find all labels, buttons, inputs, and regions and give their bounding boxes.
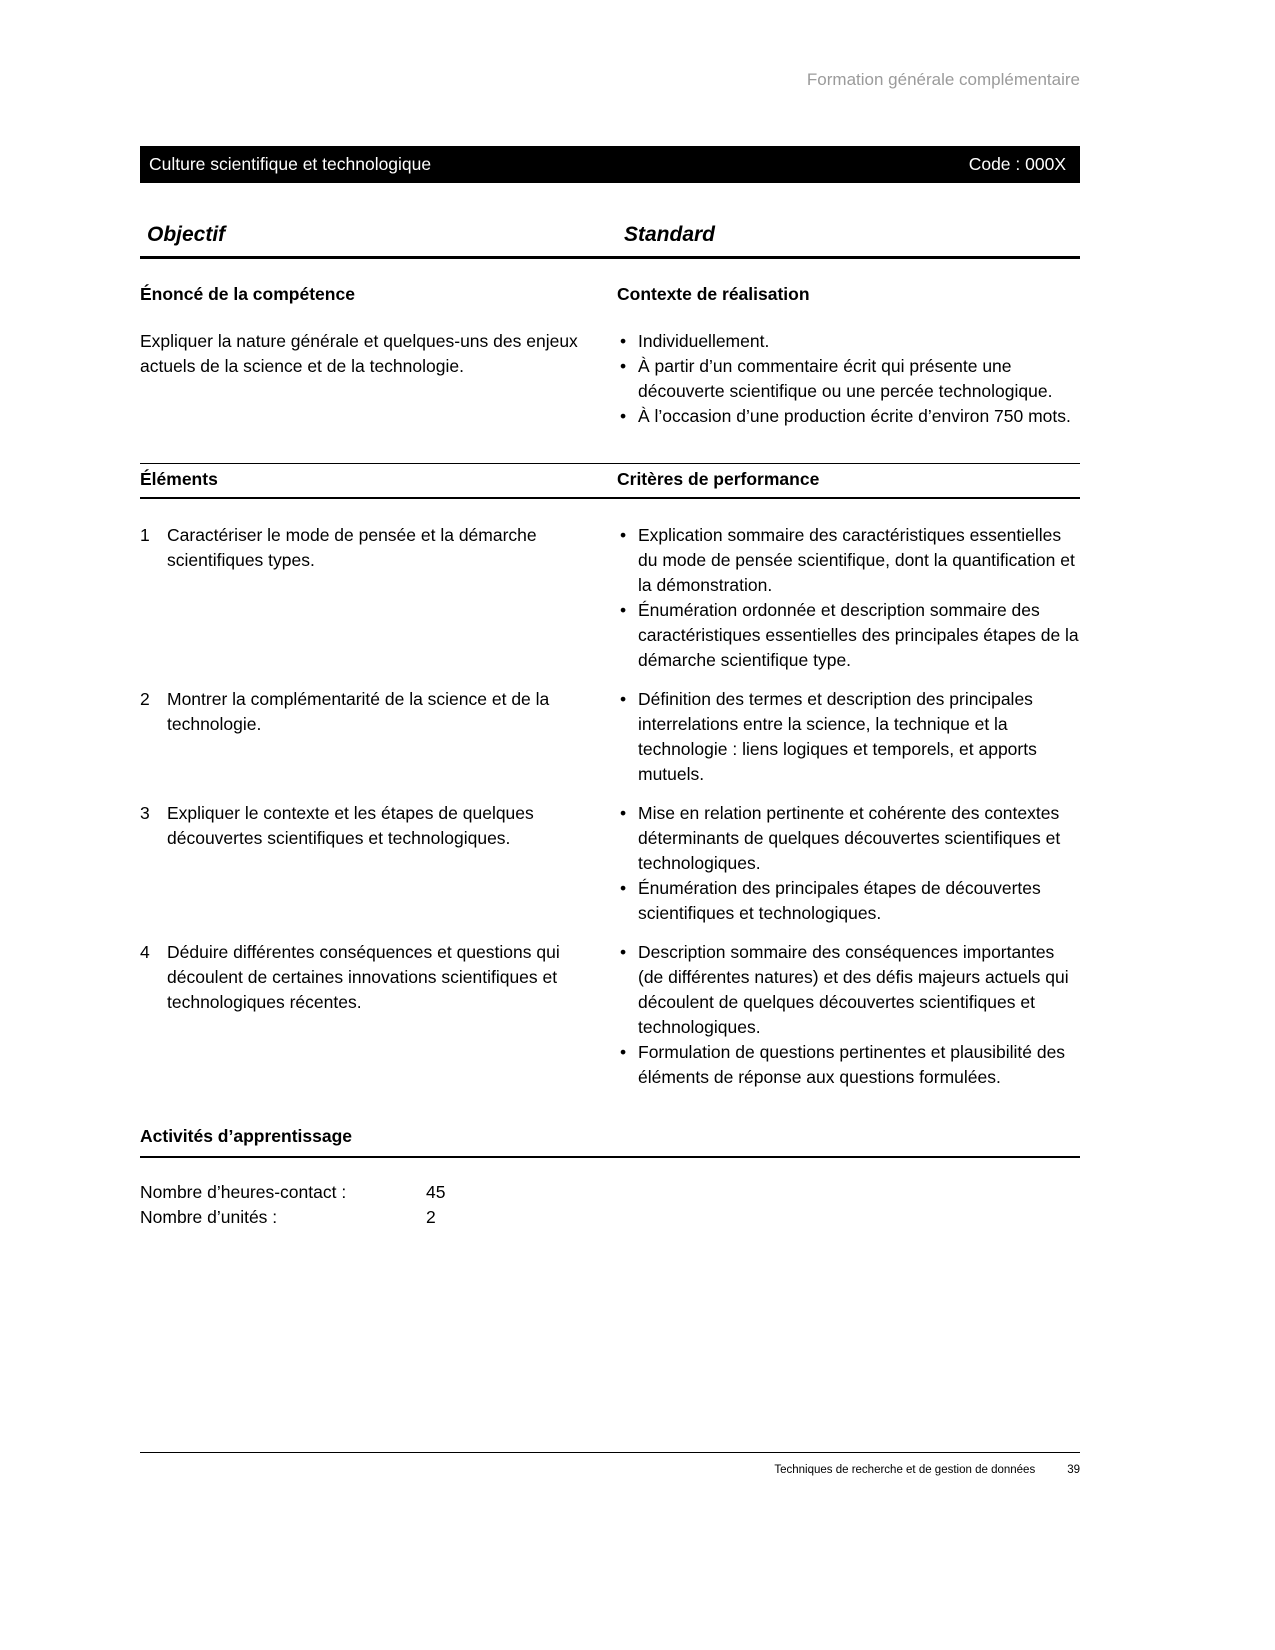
page-number: 39 [1067,1464,1080,1476]
hours-contact-label: Nombre d’heures-contact : [140,1182,347,1202]
course-code: Code : 000X [968,154,1066,174]
criterion: • Description sommaire des conséquences importantes (de différentes natures) et des défis majeurs actuels qui découlent de quelques découvertes scientifiques et technologiques. [617,940,1080,1040]
criteria-list [617,687,1080,787]
element-text: Expliquer le contexte et les étapes de quelques découvertes scientifiques et technologiques. [167,803,534,848]
element-statement [140,687,617,737]
activites-apprentissage-heading: Activités d’apprentissage [140,1126,1080,1158]
element-text: Déduire différentes conséquences et questions qui découlent de certaines innovations scientifiques et technologiques récentes. [167,942,560,1012]
context-list [617,329,1080,429]
competence-headings [140,284,1080,305]
criteria-list [617,523,1080,673]
context-item: • Individuellement. [617,329,1080,354]
criteria-list [617,940,1080,1090]
element-number: 2 [140,689,150,709]
criterion: • Énumération ordonnée et description sommaire des caractéristiques essentielles des principales étapes de la démarche scientifique type. [617,598,1080,673]
element-text: Caractériser le mode de pensée et la démarche scientifiques types. [167,525,537,570]
title-bar [140,146,1080,183]
elements-headings [140,463,1080,499]
contexte-realisation-heading: Contexte de réalisation [617,284,810,304]
units-line [140,1205,1080,1230]
hours-contact-value: 45 [426,1182,446,1202]
criterion: • Mise en relation pertinente et cohérente des contextes déterminants de quelques découvertes scientifiques et technologiques. [617,801,1080,876]
criterion: • Explication sommaire des caractéristiques essentielles du mode de pensée scientifique, dont la quantification et la démonstration. [617,523,1080,598]
elements-heading: Éléments [140,469,218,489]
element-row [140,523,1080,673]
course-title: Culture scientifique et technologique [149,154,432,174]
elements-rows [140,523,1080,1090]
competence-body [140,329,1080,429]
context-item: • À l’occasion d’une production écrite d’environ 750 mots. [617,404,1080,429]
element-statement [140,523,617,573]
standard-heading: Standard [624,223,716,246]
enonce-competence-heading: Énoncé de la compétence [140,284,355,304]
page-footer [140,1452,1080,1476]
running-header: Formation générale complémentaire [806,70,1080,89]
element-text: Montrer la complémentarité de la science et de la technologie. [167,689,550,734]
page-content [140,0,1080,1230]
column-headings [140,223,1080,259]
criterion: • Formulation de questions pertinentes et plausibilité des éléments de réponse aux questions formulées. [617,1040,1080,1090]
competence-statement: Expliquer la nature générale et quelques-uns des enjeux actuels de la science et de la technologie. [140,331,578,376]
activities-details [140,1180,1080,1230]
element-statement [140,801,617,851]
units-value: 2 [426,1207,436,1227]
criterion: • Énumération des principales étapes de découvertes scientifiques et technologiques. [617,876,1080,926]
hours-contact-line [140,1180,1080,1205]
footer-document-title: Techniques de recherche et de gestion de données [774,1464,1036,1476]
criteres-performance-heading: Critères de performance [617,469,820,489]
criterion: • Définition des termes et description des principales interrelations entre la science, la technique et la technologie : liens logiques et temporels, et apports mutuels. [617,687,1080,787]
objectif-heading: Objectif [147,223,226,246]
element-number: 3 [140,803,150,823]
units-label: Nombre d’unités : [140,1207,278,1227]
criteria-list [617,801,1080,926]
context-item: • À partir d’un commentaire écrit qui présente une découverte scientifique ou une percée technologique. [617,354,1080,404]
element-row [140,940,1080,1090]
element-number: 1 [140,525,150,545]
element-row [140,687,1080,787]
element-number: 4 [140,942,150,962]
element-statement [140,940,617,1015]
element-row [140,801,1080,926]
